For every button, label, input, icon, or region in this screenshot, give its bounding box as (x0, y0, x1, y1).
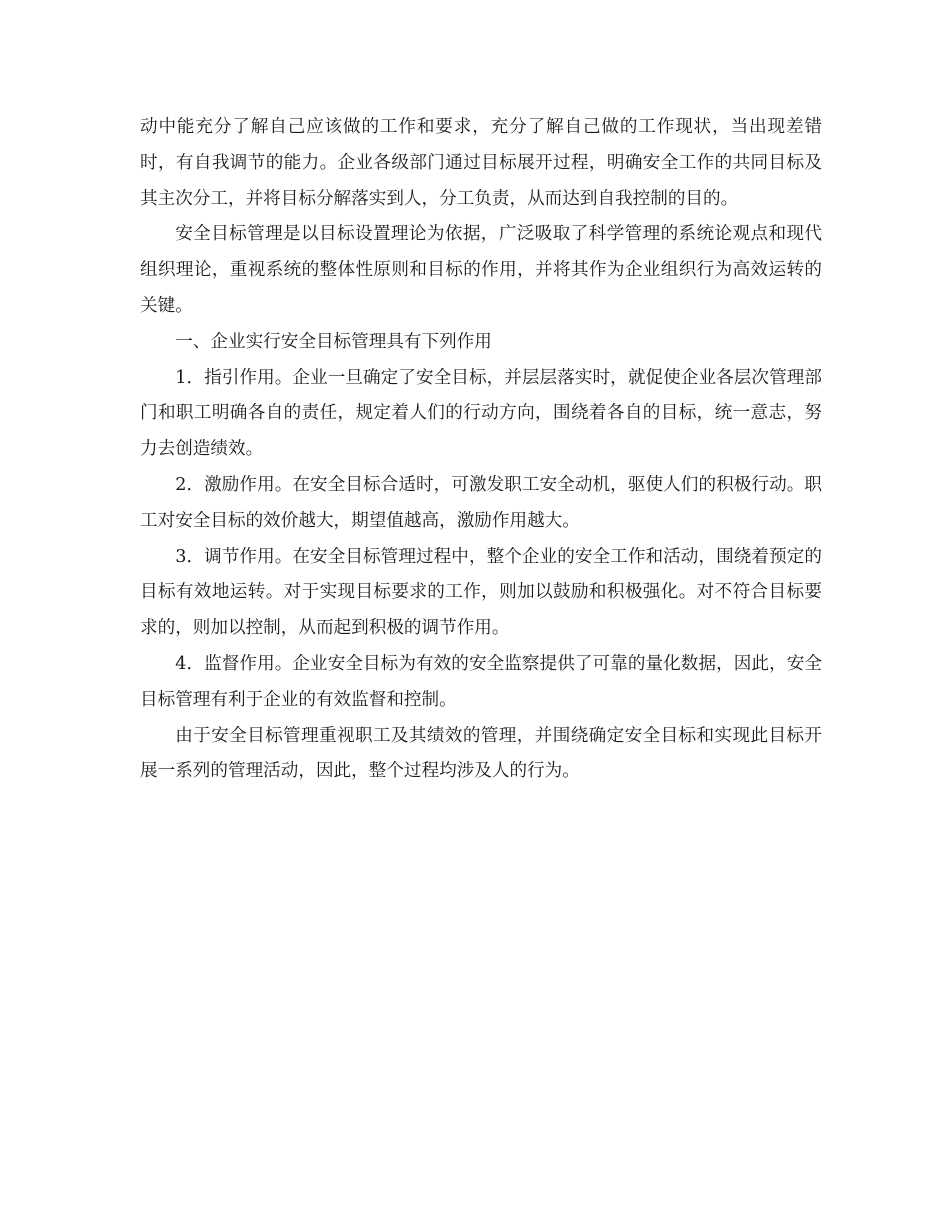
paragraph-introduction: 安全目标管理是以目标设置理论为依据，广泛吸取了科学管理的系统论观点和现代组织理论，重视系统的整体性原则和目标的作用，并将其作为企业组织行为高效运转的关键。 (140, 224, 822, 316)
paragraph-continuation: 动中能充分了解自己应该做的工作和要求，充分了解自己做的工作现状，当出现差错时，有自我调节的能力。企业各级部门通过目标展开过程，明确安全工作的共同目标及其主次分工，并将目标分解落实到人，分工负责，从而达到自我控制的目的。 (140, 117, 822, 209)
section-heading: 一、企业实行安全目标管理具有下列作用 (175, 331, 492, 352)
paragraph-conclusion: 由于安全目标管理重视职工及其绩效的管理，并围绕确定安全目标和实现此目标开展一系列的管理活动，因此，整个过程均涉及人的行为。 (140, 725, 822, 782)
list-item-supervision: 4．监督作用。企业安全目标为有效的安全监察提供了可靠的量化数据，因此，安全目标管理有利于企业的有效监督和控制。 (140, 653, 822, 710)
document-body (140, 110, 822, 790)
list-item-guidance: 1．指引作用。企业一旦确定了安全目标，并层层落实时，就促使企业各层次管理部门和职工明确各自的责任，规定着人们的行动方向，围绕着各自的目标，统一意志，努力去创造绩效。 (140, 367, 822, 460)
list-item-regulation: 3．调节作用。在安全目标管理过程中，整个企业的安全工作和活动，围绕着预定的目标有效地运转。对于实现目标要求的工作，则加以鼓励和积极强化。对不符合目标要求的，则加以控制，从而起到积极的调节作用。 (140, 546, 822, 639)
list-item-incentive: 2．激励作用。在安全目标合适时，可激发职工安全动机，驱使人们的积极行动。职工对安全目标的效价越大，期望值越高，激励作用越大。 (140, 474, 822, 531)
